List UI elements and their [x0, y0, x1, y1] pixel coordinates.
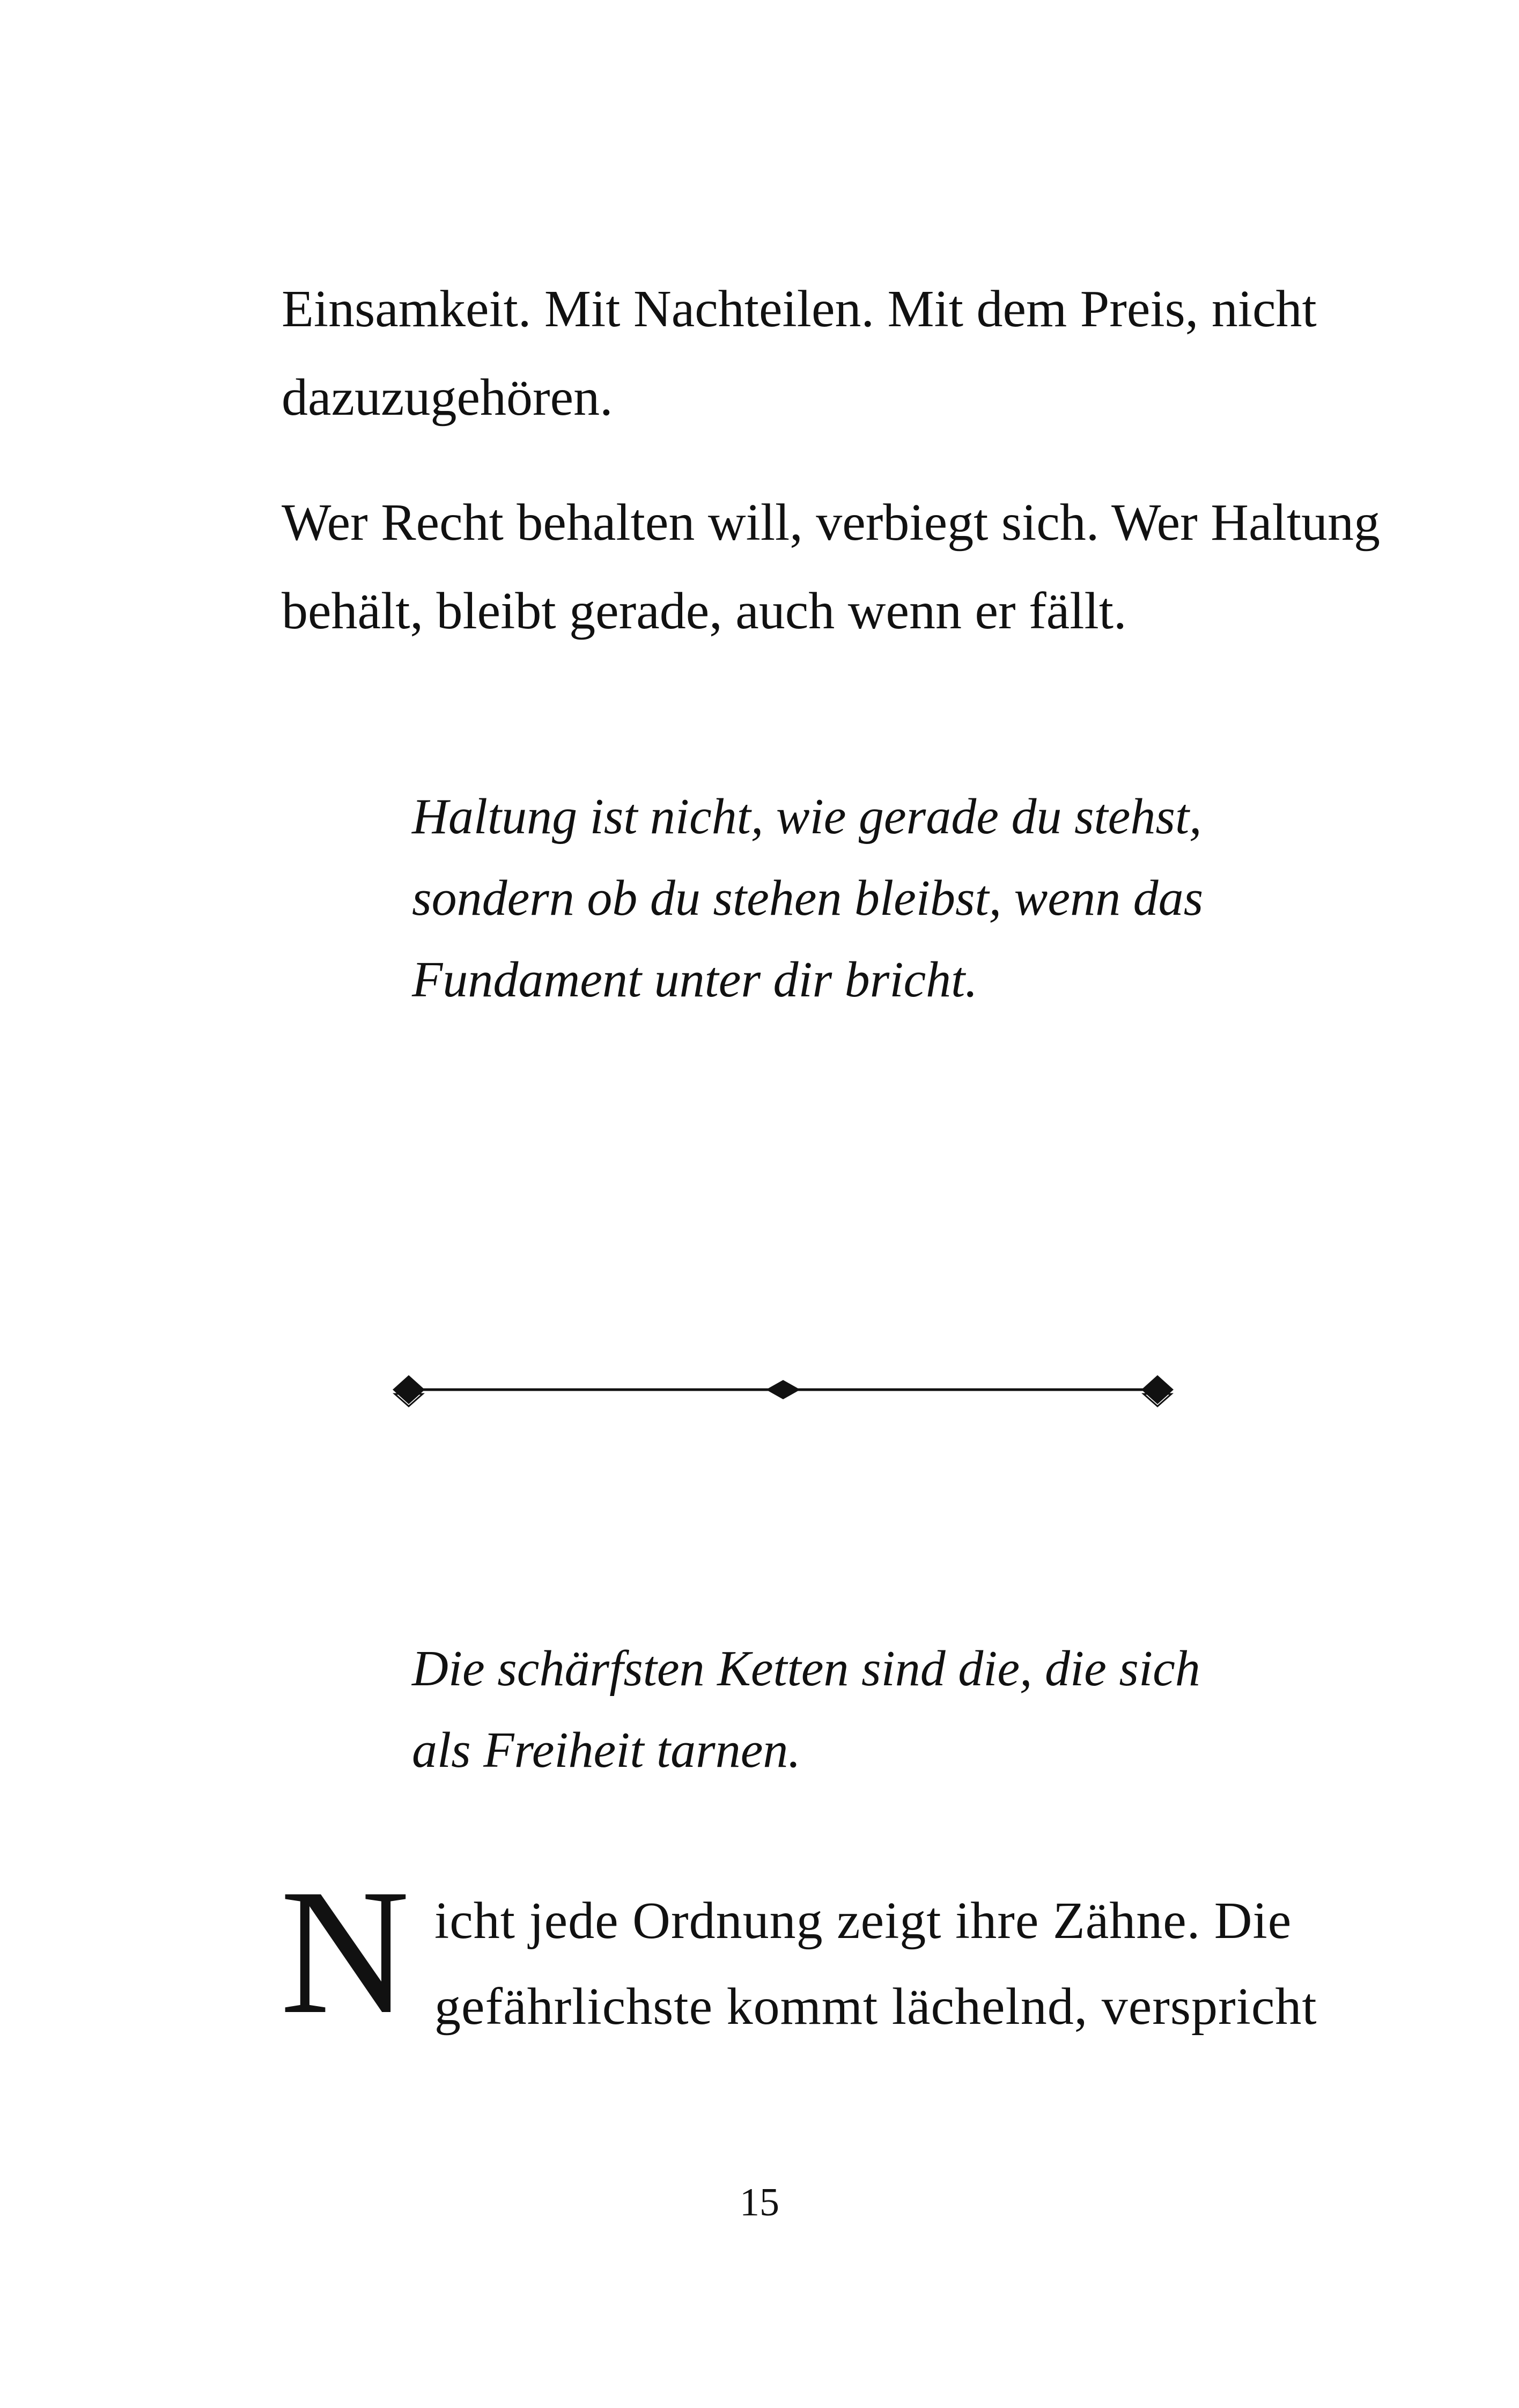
text-line: gefährlichste kommt lächelnd, verspricht [434, 1978, 1317, 2036]
italic-quote [412, 776, 1270, 1021]
drop-cap-paragraph [434, 1878, 1317, 2050]
drop-cap: N [280, 1852, 410, 2051]
text-line: dazuzugehören. [282, 369, 613, 427]
text-line: behält, bleibt gerade, auch wenn er fällt. [282, 582, 1127, 640]
page-number: 15 [740, 2181, 779, 2225]
italic-quote [412, 1628, 1270, 1791]
text-line: Einsamkeit. Mit Nachteilen. Mit dem Preis, nicht [282, 280, 1317, 338]
text-line: Wer Recht behalten will, verbiegt sich. Wer Haltung [282, 494, 1380, 552]
quote-line: Haltung ist nicht, wie gerade du stehst, [412, 789, 1202, 845]
diamond-line-divider-icon [375, 1360, 1191, 1419]
text-line: icht jede Ordnung zeigt ihre Zähne. Die [434, 1892, 1292, 1950]
quote-line: Fundament unter dir bricht. [412, 952, 978, 1008]
body-paragraph [282, 265, 1317, 442]
quote-line: Die schärfsten Ketten sind die, die sich [412, 1641, 1200, 1697]
quote-line: sondern ob du stehen bleibst, wenn das [412, 870, 1204, 926]
quote-line: als Freiheit tarnen. [412, 1722, 801, 1778]
body-paragraph [282, 479, 1380, 656]
